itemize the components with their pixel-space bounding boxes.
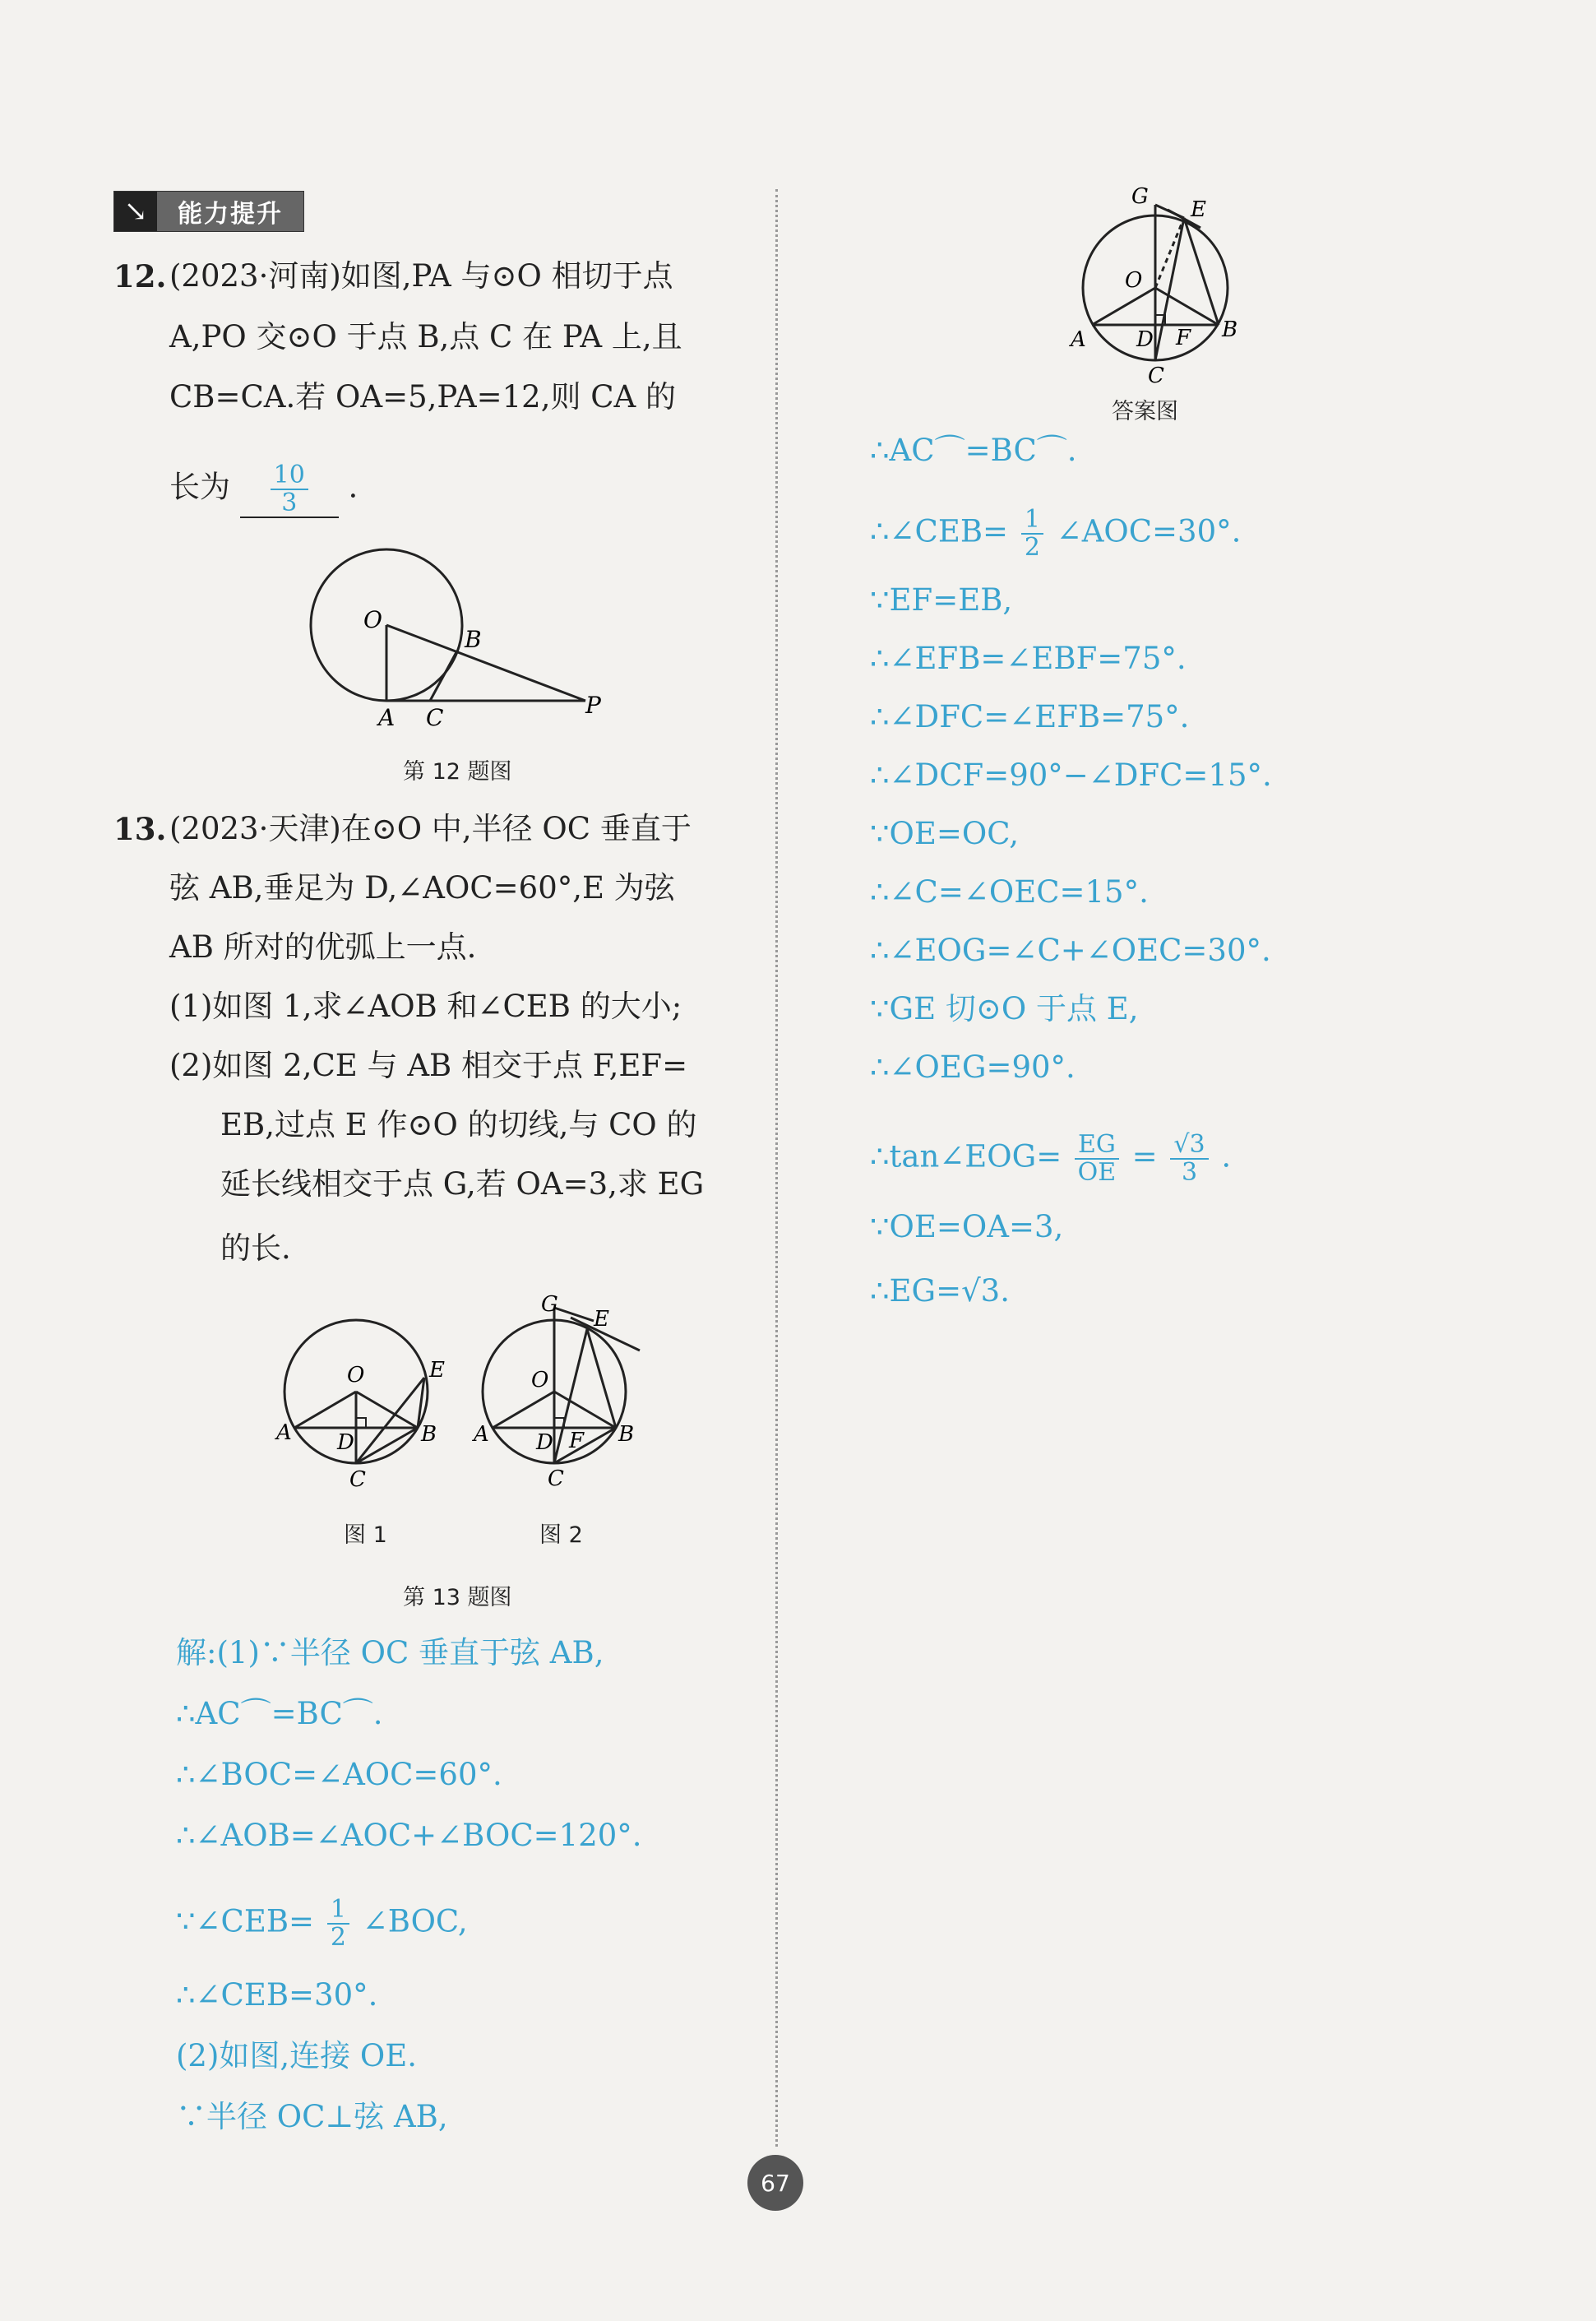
fig2-label-f: F [569,1429,585,1453]
sol-right-2-tail: ∠AOC=30°. [1056,513,1242,549]
sol-left-5-frac [327,1897,349,1951]
sol-right-6: ∴∠DCF=90°−∠DFC=15°. [870,757,1272,793]
fig2-label-b: B [618,1422,635,1447]
q12-answer [271,462,308,517]
frac-half-d-r: 2 [1024,533,1040,562]
fig1-label-e: E [429,1358,445,1383]
fig2-label-o: O [531,1368,549,1392]
fig2-label-c: C [548,1466,564,1491]
ans-label-b: B [1222,317,1238,342]
q12-label-b: B [465,626,482,653]
page-number: 67 [747,2155,803,2211]
ans-label-f: F [1176,326,1191,350]
section-label: 能力提升 [157,192,303,231]
sol-right-4: ∴∠EFB=∠EBF=75°. [870,641,1187,676]
sol-left-7: (2)如图,连接 OE. [176,2038,418,2073]
sol-right-5: ∴∠DFC=∠EFB=75°. [870,699,1190,734]
q12-line-3: CB=CA.若 OA=5,PA=12,则 CA 的 [169,379,677,415]
sol-left-4: ∴∠AOB=∠AOC+∠BOC=120°. [176,1818,642,1853]
q12-tail: 长为 [169,469,230,505]
q12-label-p: P [585,692,601,719]
frac-half-n: 1 [327,1897,349,1925]
tan-frac-n: EG [1075,1132,1119,1160]
arrow-down-right-icon: ↘ [114,192,157,231]
tan-val-d: 3 [1181,1158,1198,1187]
sol-right-11: ∴∠OEG=90°. [870,1049,1076,1085]
q12-line-cb [430,652,456,701]
ans-label-o: O [1125,268,1143,293]
tan-val-n: √3 [1170,1132,1208,1160]
fig1-line-oa [294,1392,356,1428]
q12-label-c: C [426,704,444,731]
q13-figure-1 [271,1316,452,1497]
q13-line-8: 的长. [220,1230,291,1266]
frac-half-n-r: 1 [1021,507,1043,535]
sol-right-13: ∵OE=OA=3, [870,1209,1064,1244]
q13-line-4: (1)如图 1,求∠AOB 和∠CEB 的大小; [169,989,682,1024]
sol-right-12 [870,1132,1231,1186]
tan-end: . [1221,1138,1232,1174]
sol-right-7: ∵OE=OC, [870,816,1019,851]
sol-right-2-pre: ∴∠CEB= [870,513,1009,549]
q13-caption: 第 13 题图 [403,1585,512,1610]
sol-right-10: ∵GE 切⊙O 于点 E, [870,991,1139,1026]
fig1-right-angle [356,1418,366,1428]
q13-line-6: EB,过点 E 作⊙O 的切线,与 CO 的 [220,1107,697,1142]
ans-label-c: C [1148,364,1164,388]
q13-line-2: 弦 AB,垂足为 D,∠AOC=60°,E 为弦 [169,870,675,906]
fig2-line-oa [493,1392,554,1428]
sol-left-1: 解:(1)∵半径 OC 垂直于弦 AB, [176,1635,604,1670]
fig1-label-c: C [349,1467,366,1492]
sol-left-2: ∴AC⌒=BC⌒. [176,1696,383,1731]
answer-figure [1069,185,1258,391]
fig1-caption: 图 1 [344,1522,387,1548]
tan-eq: = [1131,1138,1158,1174]
q12-answer-blank [240,462,339,518]
fig1-label-d: D [337,1430,354,1455]
q13-figure-2 [470,1288,659,1502]
sol-right-14: ∴EG=√3. [870,1273,1010,1309]
ans-fig-line-oe [1155,218,1184,288]
column-divider [775,189,778,2147]
ans-label-e: E [1191,197,1206,222]
sol-left-3: ∴∠BOC=∠AOC=60°. [176,1757,502,1792]
fig1-label-o: O [347,1363,365,1388]
q12-figure [296,539,625,736]
q12-label-a: A [378,704,396,731]
q13-number: 13. [113,811,167,847]
section-tag [113,191,304,232]
fig1-label-b: B [421,1422,437,1447]
ans-fig-line-oa [1092,288,1155,325]
q12-number: 12. [113,258,167,294]
q13-line-5: (2)如图 2,CE 与 AB 相交于点 F,EF= [169,1048,688,1083]
sol-right-2 [870,507,1241,561]
sol-left-5-pre: ∵∠CEB= [176,1903,315,1939]
sol-right-12-pre: ∴tan∠EOG= [870,1138,1062,1174]
sol-right-9: ∴∠EOG=∠C+∠OEC=30°. [870,933,1271,968]
tan-val [1170,1132,1208,1186]
fig2-line-bc [554,1428,616,1463]
sol-right-3: ∵EF=EB, [870,582,1013,618]
ans-label-a: A [1071,327,1086,352]
tan-frac-d: OE [1077,1158,1117,1187]
tan-frac [1075,1132,1119,1186]
q12-end: . [348,469,359,505]
q13-line-1: (2023·天津)在⊙O 中,半径 OC 垂直于 [169,811,692,846]
sol-left-5 [176,1897,468,1951]
fig1-label-a: A [276,1420,292,1445]
frac-half-d: 2 [330,1923,346,1952]
ans-label-d: D [1136,327,1154,352]
q12-caption: 第 12 题图 [403,759,512,785]
fig2-label-a: A [474,1422,489,1447]
q12-answer-den: 3 [281,489,298,517]
q12-line-2: A,PO 交⊙O 于点 B,点 C 在 PA 上,且 [169,319,682,354]
fig2-caption: 图 2 [539,1522,583,1548]
q13-line-7: 延长线相交于点 G,若 OA=3,求 EG [220,1166,705,1202]
q12-answer-num: 10 [271,462,308,490]
sol-right-8: ∴∠C=∠OEC=15°. [870,874,1149,910]
answer-figure-caption: 答案图 [1112,399,1178,424]
q12-label-o: O [363,606,382,633]
fig2-label-e: E [594,1307,609,1332]
sol-right-1: ∴AC⌒=BC⌒. [870,433,1077,468]
fig1-line-bc [356,1428,418,1463]
sol-left-6: ∴∠CEB=30°. [176,1977,378,2013]
q12-line-po [386,625,585,701]
q12-line-1: (2023·河南)如图,PA 与⊙O 相切于点 [169,258,673,294]
q13-line-3: AB 所对的优弧上一点. [169,929,477,965]
sol-right-2-frac [1021,507,1043,561]
ans-label-g: G [1131,185,1149,209]
fig2-label-d: D [536,1430,553,1455]
sol-left-5-tail: ∠BOC, [362,1903,468,1939]
sol-left-8: ∵半径 OC⊥弦 AB, [176,2099,448,2134]
q12-line-4 [169,462,358,518]
fig2-label-g: G [541,1292,558,1317]
